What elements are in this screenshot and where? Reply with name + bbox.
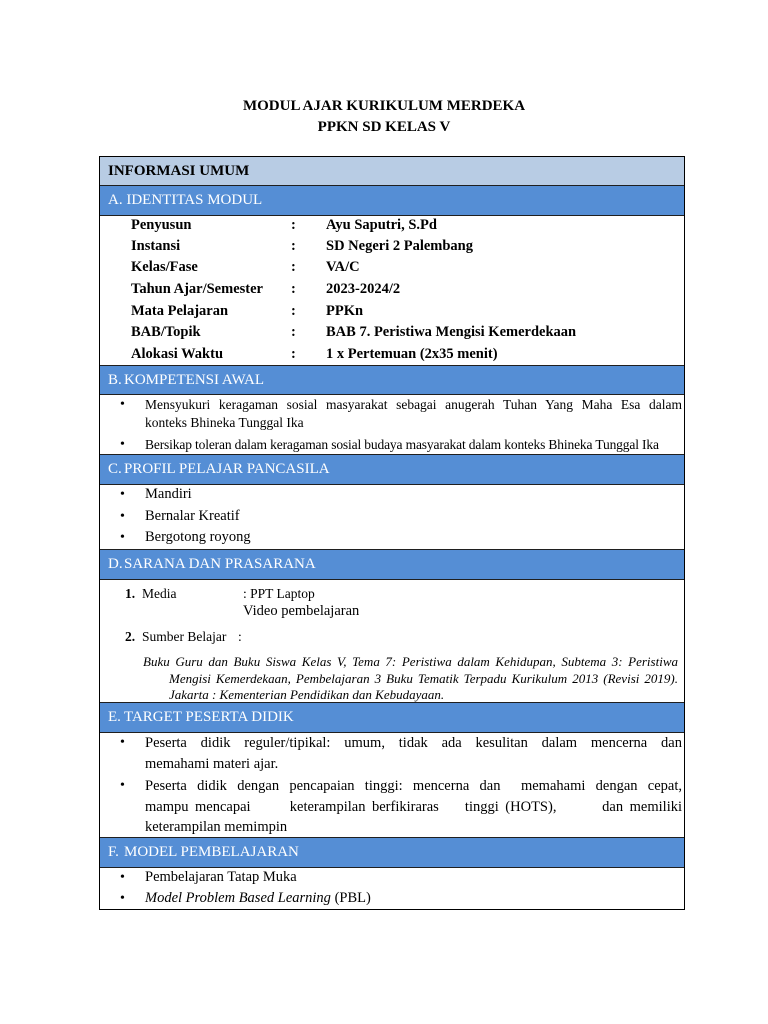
list-item-text: • Peserta didik reguler/tipikal: umum, tidak ada kesulitan dalam mencerna dan xyxy=(145,735,682,751)
identity-row-penyusun xyxy=(100,214,684,236)
sumber-label: Sumber Belajar xyxy=(142,629,227,644)
identity-label: Penyusun xyxy=(131,217,192,233)
section-number: D. xyxy=(108,556,123,572)
document-title: MODUL AJAR KURIKULUM MERDEKA xyxy=(242,98,526,114)
profil-list xyxy=(100,484,684,549)
identity-row-mata-pelajaran xyxy=(100,300,684,322)
sumber-number: 2. xyxy=(125,629,136,644)
section-title: INFORMASI UMUM xyxy=(108,162,250,179)
media-number: 1. xyxy=(125,586,136,601)
list-item-text: keterampilan memimpin xyxy=(145,819,288,835)
list-item-italic-text: Model Problem Based Learning xyxy=(145,890,331,906)
section-header-target xyxy=(100,702,684,733)
identity-row-alokasi-waktu xyxy=(100,343,684,365)
reference-text xyxy=(143,654,678,704)
identity-colon: : xyxy=(291,303,296,319)
section-title: PROFIL PELAJAR PANCASILA xyxy=(124,461,330,477)
module-info-table xyxy=(99,156,685,910)
section-number: F. xyxy=(108,844,119,860)
list-item-text: Bernalar Kreatif xyxy=(145,507,240,524)
identity-label: Alokasi Waktu xyxy=(131,346,224,362)
section-number: B. xyxy=(108,371,122,388)
identity-label: BAB/Topik xyxy=(131,324,201,340)
kompetensi-list xyxy=(100,396,684,454)
section-title: SARANA DAN PRASARANA xyxy=(124,556,316,572)
section-number: E. xyxy=(108,709,121,725)
section-title: KOMPETENSI AWAL xyxy=(124,371,265,388)
model-list xyxy=(100,867,684,909)
identity-row-bab-topik xyxy=(100,321,684,343)
reference-continuation: Mengisi Kemerdekaan, Pembelajaran 3 Buku Tematik Terpadu Kurikulum 2013 (Revisi 2019). Jakarta : Kementerian Pendidikan dan Kebudayaan. xyxy=(169,670,678,702)
section-header-sarana xyxy=(100,549,684,580)
identity-value: Ayu Saputri, S.Pd xyxy=(326,217,437,233)
identity-label: Kelas/Fase xyxy=(131,259,198,275)
list-item-text: • Mensyukuri keragaman sosial masyarakat sebagai anugerah Tuhan Yang Maha Esa dalam xyxy=(145,397,682,412)
list-item-text: • Bersikap toleran dalam keragaman sosial budaya masyarakat dalam konteks Bhineka Tunggal Ika xyxy=(145,437,659,452)
section-title: A. IDENTITAS MODUL xyxy=(108,192,263,208)
list-item xyxy=(100,396,684,432)
identity-row-kelas xyxy=(100,256,684,278)
identity-value: 1 x Pertemuan (2x35 menit) xyxy=(326,346,498,362)
identity-value: BAB 7. Peristiwa Mengisi Kemerdekaan xyxy=(326,324,577,340)
list-item-text: memahami materi ajar. xyxy=(145,755,279,772)
document-subtitle: PPKN SD KELAS V xyxy=(317,119,451,135)
identity-colon: : xyxy=(291,217,296,233)
list-item-text: • Peserta didik dengan pencapaian tinggi: mencerna dan memahami dengan cepat, xyxy=(145,778,682,794)
section-title: TARGET PESERTA DIDIK xyxy=(124,709,294,725)
list-item xyxy=(100,776,684,838)
identity-label: Instansi xyxy=(131,238,181,254)
identity-row-instansi xyxy=(100,235,684,257)
reference-line: Buku Guru dan Buku Siswa Kelas V, Tema 7: Peristiwa dalam Kehidupan, Subtema 3: Peristiwa xyxy=(143,654,678,669)
target-list xyxy=(100,733,684,838)
identity-value: 2023-2024/2 xyxy=(326,281,401,297)
list-item xyxy=(100,506,684,528)
list-item-text: mampu mencapai keterampilan berfikiraras tinggi (HOTS), dan memiliki xyxy=(145,798,682,815)
identity-colon: : xyxy=(291,324,296,340)
identity-label: Tahun Ajar/Semester xyxy=(131,281,263,297)
list-item xyxy=(100,888,684,909)
identity-value: PPKn xyxy=(326,303,364,319)
media-label: Media xyxy=(142,586,177,601)
list-item-text: Pembelajaran Tatap Muka xyxy=(145,869,297,885)
identity-colon: : xyxy=(291,259,296,275)
list-item-text: konteks Bhineka Tunggal Ika xyxy=(145,415,304,430)
identity-colon: : xyxy=(291,346,296,362)
list-item xyxy=(100,527,684,549)
list-item xyxy=(100,867,684,888)
section-header-informasi-umum xyxy=(100,157,684,186)
identity-value: SD Negeri 2 Palembang xyxy=(326,238,473,254)
identity-colon: : xyxy=(291,238,296,254)
section-header-profil-pancasila xyxy=(100,454,684,485)
section-header-kompetensi-awal xyxy=(100,365,684,395)
list-item-text: Mandiri xyxy=(145,486,192,502)
list-item xyxy=(100,436,684,454)
identity-row-tahun-ajar xyxy=(100,278,684,300)
sumber-colon: : xyxy=(238,629,242,644)
section-header-model xyxy=(100,837,684,868)
media-value-second: Video pembelajaran xyxy=(243,603,360,619)
identity-colon: : xyxy=(291,281,296,297)
section-title: MODEL PEMBELAJARAN xyxy=(124,844,299,860)
list-item xyxy=(100,484,684,506)
section-number: C. xyxy=(108,461,122,477)
identity-label: Mata Pelajaran xyxy=(131,303,229,319)
list-item-text: (PBL) xyxy=(330,890,371,906)
media-value: : PPT Laptop xyxy=(243,586,315,601)
identity-value: VA/C xyxy=(326,259,360,275)
list-item-text: Bergotong royong xyxy=(145,529,251,545)
section-header-identitas xyxy=(100,185,684,216)
list-item xyxy=(100,733,684,774)
